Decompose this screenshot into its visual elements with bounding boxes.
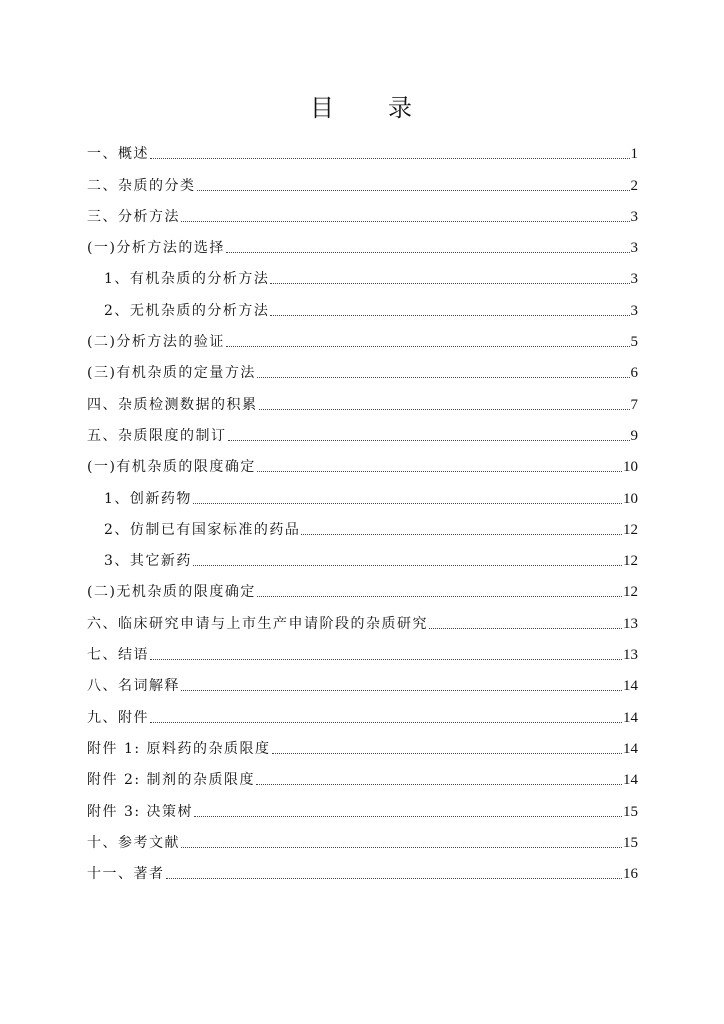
toc-dot-leader xyxy=(226,252,630,253)
toc-dot-leader xyxy=(181,847,622,848)
toc-entry-text: 十、参考文献 xyxy=(87,834,180,851)
toc-dot-leader xyxy=(150,722,622,723)
toc-title xyxy=(0,88,724,123)
toc-dot-leader xyxy=(193,503,622,504)
toc-dot-leader xyxy=(150,158,630,159)
toc-page-number: 3 xyxy=(630,240,638,257)
toc-page-number: 10 xyxy=(623,490,638,507)
toc-page-number: 7 xyxy=(630,396,638,413)
toc-dot-leader xyxy=(429,628,622,629)
toc-entry[interactable] xyxy=(87,570,638,601)
toc-dot-leader xyxy=(181,690,622,691)
toc-entry-text: 五、杂质限度的制订 xyxy=(87,427,227,444)
toc-entry-text: (一)分析方法的选择 xyxy=(87,240,225,257)
toc-page-number: 2 xyxy=(630,177,638,194)
toc-dot-leader xyxy=(226,346,630,347)
toc-entry-text: 六、临床研究申请与上市生产申请阶段的杂质研究 xyxy=(87,615,428,632)
toc-page-number: 14 xyxy=(623,772,638,789)
toc-entry[interactable] xyxy=(87,414,638,445)
toc-entry[interactable] xyxy=(87,727,638,758)
toc-title-char-2: 录 xyxy=(388,94,414,122)
toc-page-number: 9 xyxy=(630,427,638,444)
toc-entry[interactable] xyxy=(87,633,638,664)
toc-dot-leader xyxy=(270,283,629,284)
toc-entry[interactable] xyxy=(87,257,638,288)
toc-entry[interactable] xyxy=(87,226,638,257)
toc-dot-leader xyxy=(181,221,630,222)
toc-entry[interactable] xyxy=(87,852,638,883)
toc-page-number: 16 xyxy=(623,866,638,883)
toc-page-number: 3 xyxy=(630,302,638,319)
toc-entry-text: 九、附件 xyxy=(87,709,149,726)
toc-title-char-1: 目 xyxy=(310,94,336,122)
toc-dot-leader xyxy=(270,315,629,316)
toc-page-number: 10 xyxy=(623,459,638,476)
toc-dot-leader xyxy=(166,878,623,879)
toc-page-number: 12 xyxy=(623,521,638,538)
toc-page-number: 3 xyxy=(630,271,638,288)
toc-entry[interactable] xyxy=(87,601,638,632)
toc-dot-leader xyxy=(257,596,622,597)
toc-dot-leader xyxy=(228,440,630,441)
toc-page-number: 14 xyxy=(623,740,638,757)
toc-entry-text: 1、创新药物 xyxy=(104,490,192,507)
toc-page-number: 15 xyxy=(623,834,638,851)
table-of-contents xyxy=(87,132,638,883)
toc-entry-text: 2、仿制已有国家标准的药品 xyxy=(104,521,301,538)
toc-entry-text: 三、分析方法 xyxy=(87,208,180,225)
toc-entry-text: 附件 1: 原料药的杂质限度 xyxy=(87,740,271,757)
toc-entry-text: 附件 2: 制剂的杂质限度 xyxy=(87,772,256,789)
toc-entry[interactable] xyxy=(87,476,638,507)
toc-entry-text: 八、名词解释 xyxy=(87,678,180,695)
toc-page-number: 14 xyxy=(623,709,638,726)
toc-page-number: 15 xyxy=(623,803,638,820)
toc-entry[interactable] xyxy=(87,445,638,476)
toc-entry[interactable] xyxy=(87,789,638,820)
toc-entry-text: 附件 3: 决策树 xyxy=(87,803,194,820)
toc-entry-text: (二)分析方法的验证 xyxy=(87,334,225,351)
toc-entry-text: (二)无机杂质的限度确定 xyxy=(87,584,256,601)
toc-entry[interactable] xyxy=(87,288,638,319)
toc-dot-leader xyxy=(272,753,622,754)
toc-entry[interactable] xyxy=(87,132,638,163)
toc-dot-leader xyxy=(259,409,630,410)
toc-entry[interactable] xyxy=(87,320,638,351)
toc-dot-leader xyxy=(256,784,622,785)
toc-entry-text: (三)有机杂质的定量方法 xyxy=(87,365,256,382)
toc-entry-text: 七、结语 xyxy=(87,647,149,664)
toc-entry[interactable] xyxy=(87,195,638,226)
toc-dot-leader xyxy=(257,377,630,378)
toc-entry-text: 1、有机杂质的分析方法 xyxy=(104,271,270,288)
toc-entry[interactable] xyxy=(87,539,638,570)
toc-entry-text: 十一、著者 xyxy=(87,866,165,883)
toc-entry[interactable] xyxy=(87,163,638,194)
toc-entry[interactable] xyxy=(87,758,638,789)
toc-page-number: 12 xyxy=(623,553,638,570)
toc-entry-text: 四、杂质检测数据的积累 xyxy=(87,396,258,413)
toc-dot-leader xyxy=(193,565,622,566)
toc-entry[interactable] xyxy=(87,351,638,382)
toc-dot-leader xyxy=(194,816,622,817)
toc-page-number: 13 xyxy=(623,647,638,664)
toc-entry[interactable] xyxy=(87,508,638,539)
toc-entry[interactable] xyxy=(87,695,638,726)
toc-entry[interactable] xyxy=(87,664,638,695)
toc-dot-leader xyxy=(197,190,630,191)
toc-dot-leader xyxy=(301,534,622,535)
toc-page-number: 14 xyxy=(623,678,638,695)
toc-entry-text: (一)有机杂质的限度确定 xyxy=(87,459,256,476)
toc-entry-text: 二、杂质的分类 xyxy=(87,177,196,194)
toc-page-number: 6 xyxy=(630,365,638,382)
toc-entry-text: 2、无机杂质的分析方法 xyxy=(104,302,270,319)
toc-entry[interactable] xyxy=(87,382,638,413)
toc-dot-leader xyxy=(150,659,622,660)
toc-page-number: 5 xyxy=(630,334,638,351)
toc-page-number: 12 xyxy=(623,584,638,601)
toc-page-number: 1 xyxy=(630,146,638,163)
toc-page-number: 3 xyxy=(630,208,638,225)
toc-dot-leader xyxy=(257,471,622,472)
toc-page-number: 13 xyxy=(623,615,638,632)
toc-entry[interactable] xyxy=(87,821,638,852)
toc-entry-text: 一、概述 xyxy=(87,146,149,163)
toc-entry-text: 3、其它新药 xyxy=(104,553,192,570)
